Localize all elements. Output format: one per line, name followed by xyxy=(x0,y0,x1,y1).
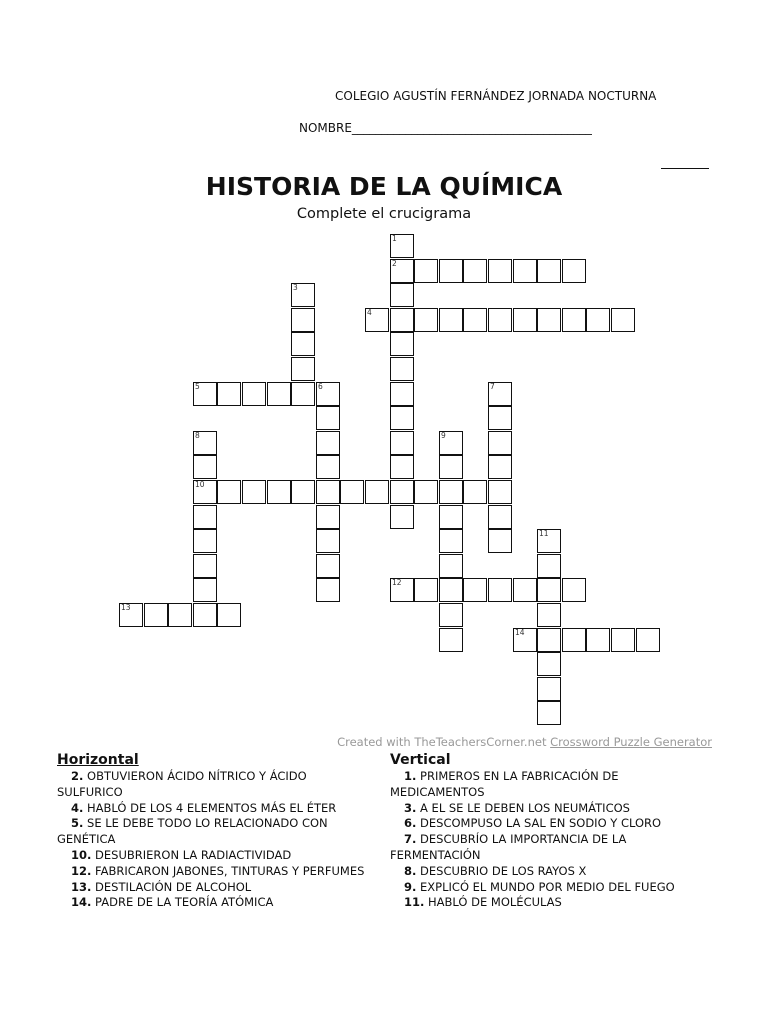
horizontal-clue-list xyxy=(57,769,382,911)
cell-number: 6 xyxy=(318,382,323,391)
clue-text: EXPLICÓ EL MUNDO POR MEDIO DEL FUEGO xyxy=(420,879,675,894)
crossword-cell[interactable] xyxy=(193,382,217,406)
crossword-cell[interactable] xyxy=(316,431,340,455)
crossword-cell[interactable] xyxy=(439,480,463,504)
crossword-cell[interactable] xyxy=(488,406,512,430)
crossword-cell[interactable] xyxy=(390,259,414,283)
crossword-cell[interactable] xyxy=(193,554,217,578)
crossword-cell[interactable] xyxy=(439,455,463,479)
crossword-cell[interactable] xyxy=(636,628,660,652)
clue-text: DESUBRIERON LA RADIACTIVIDAD xyxy=(95,847,292,862)
credit-link[interactable]: Crossword Puzzle Generator xyxy=(550,735,712,749)
crossword-cell[interactable] xyxy=(439,529,463,553)
crossword-cell[interactable] xyxy=(390,578,414,602)
crossword-cell[interactable] xyxy=(390,455,414,479)
crossword-cell[interactable] xyxy=(390,234,414,258)
cell-number: 11 xyxy=(539,529,549,538)
crossword-cell[interactable] xyxy=(291,283,315,307)
vertical-heading: Vertical xyxy=(390,752,451,768)
clue-text: FABRICARON JABONES, TINTURAS Y PERFUMES xyxy=(95,863,365,878)
crossword-cell[interactable] xyxy=(193,480,217,504)
clue-number: 6. xyxy=(404,816,417,831)
crossword-cell[interactable] xyxy=(488,431,512,455)
clue-item xyxy=(390,801,720,817)
crossword-cell[interactable] xyxy=(463,308,487,332)
crossword-cell[interactable] xyxy=(193,529,217,553)
crossword-cell[interactable] xyxy=(242,382,266,406)
crossword-cell[interactable] xyxy=(611,628,635,652)
crossword-cell[interactable] xyxy=(439,308,463,332)
crossword-cell[interactable] xyxy=(291,308,315,332)
crossword-cell[interactable] xyxy=(488,382,512,406)
crossword-cell[interactable] xyxy=(390,382,414,406)
clue-number: 11. xyxy=(404,895,425,910)
crossword-cell[interactable] xyxy=(439,628,463,652)
clue-number: 5. xyxy=(71,816,84,831)
crossword-cell[interactable] xyxy=(439,603,463,627)
crossword-cell[interactable] xyxy=(562,308,586,332)
crossword-cell[interactable] xyxy=(316,480,340,504)
crossword-cell[interactable] xyxy=(291,332,315,356)
clue-item xyxy=(57,848,382,864)
clue-item xyxy=(390,880,720,896)
clue-text-continued: SULFURICO xyxy=(57,784,123,799)
clue-item xyxy=(390,864,720,880)
crossword-cell[interactable] xyxy=(537,628,561,652)
crossword-cell[interactable] xyxy=(119,603,143,627)
crossword-cell[interactable] xyxy=(488,529,512,553)
crossword-cell[interactable] xyxy=(513,259,537,283)
crossword-cell[interactable] xyxy=(365,480,389,504)
clue-number: 13. xyxy=(71,879,92,894)
school-name: COLEGIO AGUSTÍN FERNÁNDEZ JORNADA NOCTURNA xyxy=(335,89,657,103)
crossword-cell[interactable] xyxy=(193,603,217,627)
clue-number: 9. xyxy=(404,879,417,894)
crossword-cell[interactable] xyxy=(488,578,512,602)
clue-text-continued: GENÉTICA xyxy=(57,832,116,847)
vertical-clue-list xyxy=(390,769,720,911)
crossword-cell[interactable] xyxy=(340,480,364,504)
crossword-cell[interactable] xyxy=(562,578,586,602)
crossword-cell[interactable] xyxy=(316,382,340,406)
crossword-cell[interactable] xyxy=(439,505,463,529)
clue-item xyxy=(390,769,720,801)
crossword-cell[interactable] xyxy=(390,505,414,529)
crossword-cell[interactable] xyxy=(586,628,610,652)
crossword-cell[interactable] xyxy=(513,578,537,602)
clue-text: OBTUVIERON ÁCIDO NÍTRICO Y ÁCIDO xyxy=(87,769,307,783)
clue-number: 2. xyxy=(71,769,84,783)
crossword-cell[interactable] xyxy=(390,357,414,381)
crossword-cell[interactable] xyxy=(316,578,340,602)
name-field-label[interactable]: NOMBRE________________________________________ xyxy=(299,121,592,135)
crossword-cell[interactable] xyxy=(316,529,340,553)
horizontal-heading: Horizontal xyxy=(57,752,139,768)
crossword-cell[interactable] xyxy=(365,308,389,332)
crossword-cell[interactable] xyxy=(316,554,340,578)
cell-number: 1 xyxy=(392,234,397,243)
crossword-cell[interactable] xyxy=(562,259,586,283)
clue-text: DESCUBRÍO LA IMPORTANCIA DE LA xyxy=(420,832,627,847)
clue-item xyxy=(57,864,382,880)
clue-number: 3. xyxy=(404,800,417,815)
crossword-cell[interactable] xyxy=(267,382,291,406)
clue-item xyxy=(57,880,382,896)
crossword-cell[interactable] xyxy=(168,603,192,627)
crossword-cell[interactable] xyxy=(242,480,266,504)
cell-number: 7 xyxy=(490,382,495,391)
crossword-cell[interactable] xyxy=(390,308,414,332)
crossword-cell[interactable] xyxy=(488,455,512,479)
crossword-cell[interactable] xyxy=(537,677,561,701)
crossword-cell[interactable] xyxy=(439,259,463,283)
cell-number: 10 xyxy=(195,480,205,489)
clue-text: HABLÓ DE MOLÉCULAS xyxy=(428,895,562,910)
crossword-cell[interactable] xyxy=(390,332,414,356)
clue-item xyxy=(57,769,382,801)
clue-text: DESTILACIÓN DE ALCOHOL xyxy=(95,879,252,894)
clue-text-continued: MEDICAMENTOS xyxy=(390,784,485,799)
page-subtitle: Complete el crucigrama xyxy=(296,206,472,222)
crossword-cell[interactable] xyxy=(144,603,168,627)
cell-number: 13 xyxy=(121,603,131,612)
crossword-cell[interactable] xyxy=(537,529,561,553)
crossword-cell[interactable] xyxy=(463,259,487,283)
horizontal-clues xyxy=(57,751,382,911)
credit-line xyxy=(337,735,712,749)
cell-number: 9 xyxy=(441,431,446,440)
crossword-cell[interactable] xyxy=(390,431,414,455)
clue-item xyxy=(390,816,720,832)
crossword-cell[interactable] xyxy=(414,259,438,283)
credit-text: Created with TheTeachersCorner.net xyxy=(337,735,551,749)
clue-item xyxy=(57,895,382,911)
cell-number: 2 xyxy=(392,259,397,268)
crossword-cell[interactable] xyxy=(193,431,217,455)
crossword-cell[interactable] xyxy=(537,578,561,602)
crossword-cell[interactable] xyxy=(291,357,315,381)
clue-text: SE LE DEBE TODO LO RELACIONADO CON xyxy=(87,816,328,831)
crossword-cell[interactable] xyxy=(291,382,315,406)
clue-number: 4. xyxy=(71,800,84,815)
clue-text: PRIMEROS EN LA FABRICACIÓN DE xyxy=(420,769,619,783)
cell-number: 8 xyxy=(195,431,200,440)
crossword-cell[interactable] xyxy=(439,554,463,578)
crossword-cell[interactable] xyxy=(414,578,438,602)
clue-item xyxy=(390,832,720,864)
clue-number: 8. xyxy=(404,863,417,878)
crossword-cell[interactable] xyxy=(537,554,561,578)
crossword-cell[interactable] xyxy=(316,406,340,430)
crossword-cell[interactable] xyxy=(217,382,241,406)
crossword-cell[interactable] xyxy=(537,652,561,676)
crossword-cell[interactable] xyxy=(488,480,512,504)
page-title: HISTORIA DE LA QUÍMICA xyxy=(205,172,563,201)
crossword-cell[interactable] xyxy=(537,259,561,283)
crossword-cell[interactable] xyxy=(537,603,561,627)
crossword-cell[interactable] xyxy=(414,480,438,504)
clue-text: A EL SE LE DEBEN LOS NEUMÁTICOS xyxy=(420,800,630,815)
crossword-cell[interactable] xyxy=(439,431,463,455)
clue-text: PADRE DE LA TEORÍA ATÓMICA xyxy=(95,895,274,910)
crossword-cell[interactable] xyxy=(611,308,635,332)
crossword-cell[interactable] xyxy=(488,308,512,332)
clue-item xyxy=(390,895,720,911)
crossword-cell[interactable] xyxy=(390,406,414,430)
crossword-cell[interactable] xyxy=(316,455,340,479)
vertical-clues xyxy=(390,751,720,911)
crossword-cell[interactable] xyxy=(488,505,512,529)
crossword-cell[interactable] xyxy=(316,505,340,529)
clue-text: DESCUBRIO DE LOS RAYOS X xyxy=(420,863,587,878)
crossword-cell[interactable] xyxy=(562,628,586,652)
crossword-cell[interactable] xyxy=(488,259,512,283)
crossword-cell[interactable] xyxy=(537,308,561,332)
blank-line xyxy=(661,168,709,169)
cell-number: 5 xyxy=(195,382,200,391)
crossword-cell[interactable] xyxy=(217,603,241,627)
crossword-cell[interactable] xyxy=(586,308,610,332)
crossword-cell[interactable] xyxy=(513,308,537,332)
crossword-cell[interactable] xyxy=(537,701,561,725)
clue-text: DESCOMPUSO LA SAL EN SODIO Y CLORO xyxy=(420,816,662,831)
clue-item xyxy=(57,816,382,848)
crossword-cell[interactable] xyxy=(267,480,291,504)
crossword-cell[interactable] xyxy=(390,480,414,504)
crossword-cell[interactable] xyxy=(439,578,463,602)
crossword-cell[interactable] xyxy=(463,480,487,504)
crossword-cell[interactable] xyxy=(217,480,241,504)
clue-number: 14. xyxy=(71,895,92,910)
crossword-cell[interactable] xyxy=(390,283,414,307)
cell-number: 3 xyxy=(293,283,298,292)
cell-number: 4 xyxy=(367,308,372,317)
clue-number: 12. xyxy=(71,863,92,878)
crossword-cell[interactable] xyxy=(463,578,487,602)
clue-item xyxy=(57,801,382,817)
clue-number: 1. xyxy=(404,769,417,783)
clue-text: HABLÓ DE LOS 4 ELEMENTOS MÁS EL ÉTER xyxy=(87,800,337,815)
clue-text-continued: FERMENTACIÓN xyxy=(390,847,481,862)
clue-number: 7. xyxy=(404,832,417,847)
clue-number: 10. xyxy=(71,847,92,862)
crossword-cell[interactable] xyxy=(414,308,438,332)
cell-number: 14 xyxy=(515,628,525,637)
crossword-cell[interactable] xyxy=(291,480,315,504)
crossword-cell[interactable] xyxy=(513,628,537,652)
crossword-cell[interactable] xyxy=(193,455,217,479)
crossword-cell[interactable] xyxy=(193,578,217,602)
crossword-cell[interactable] xyxy=(193,505,217,529)
cell-number: 12 xyxy=(392,578,402,587)
